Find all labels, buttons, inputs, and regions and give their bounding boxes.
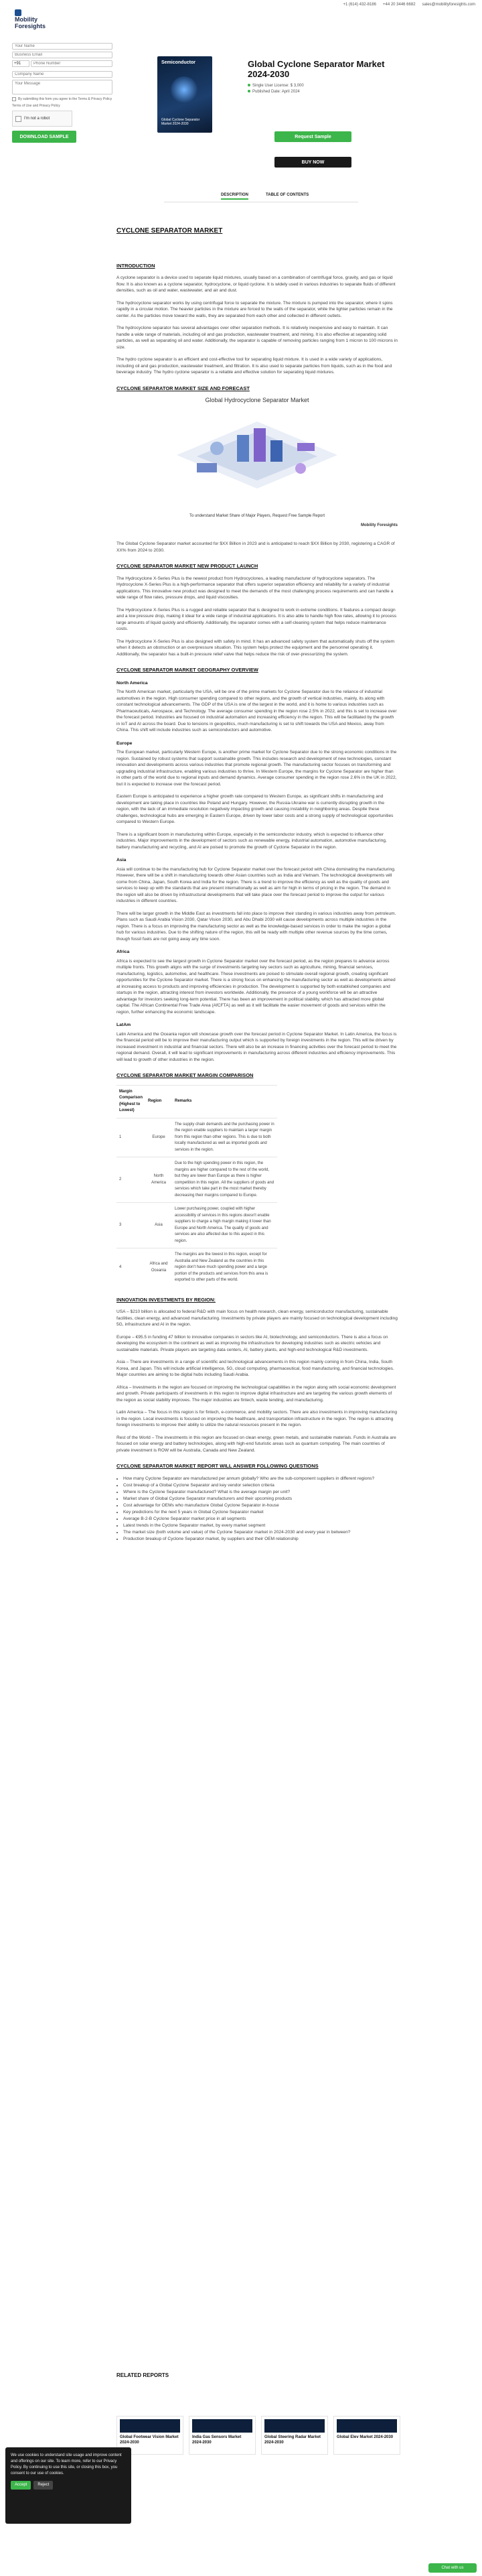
report-cover-image <box>157 56 212 133</box>
product-meta <box>248 83 388 95</box>
table-row <box>116 1203 277 1248</box>
main-heading: CYCLONE SEPARATOR MARKET <box>116 227 223 235</box>
paragraph: The North American market, particularly the USA, will be one of the prime markets for Cyclone Separator due to the reliance of industrial automotives in the region. High consumer spending compared to other regions, and the growth of vertical industries, mainly, its along with constant technological advancements. The GDP of the USA is one of the largest in the world, and it is home to various industries such as Pharmaceuticals, Aerospace, and Technology. The average consumer spending in the region rose 2.5% in 2022, and this is set to increase over the forecast period. Industries are focused on industrial automation and increasing efficiency in the region. This will be facilitated by the growth in IoT and AI across the board. Due to tensions in geopolitics, much manufacturing is set to shift towards the USA and Mexico, away from China. This shift will include industries such as semiconductors and automotive. <box>116 690 397 732</box>
published-value: April 2024 <box>281 90 300 94</box>
related-title[interactable]: Global Footwear Vision Market 2024-2030 <box>120 2435 179 2445</box>
cover-subtitle: Global Cyclone Separator Market 2024-2030 <box>161 118 200 126</box>
paragraph: Eastern Europe is anticipated to experience a higher growth rate compared to Western Europe, as significant shifts in manufacturing and development are taking place in countries like Poland and Hungary. However, the Russia-Ukraine war is currently disrupting growth in the region, with the lack of an immediate resolution negatively impacting growth and causing instability in neighboring areas. Despite these challenges, technological hubs are emerging in Eastern Europe, driven by lower labor costs and a strong supply of technological opportunities compared to Western Europe. <box>116 794 394 824</box>
cookie-reject-button[interactable]: Reject <box>33 2481 53 2490</box>
list-item: • The market size (both volume and value) of the Cyclone Separator market in 2024-2030 and every year in between? <box>123 1529 398 1535</box>
phone-uk[interactable]: +44 20 3446 6682 <box>382 3 416 7</box>
column-header: Remarks <box>172 1085 277 1118</box>
cookie-accept-button[interactable]: Accept <box>11 2481 31 2490</box>
related-thumbnail <box>120 2419 180 2433</box>
rank-cell: 1 <box>116 1118 145 1157</box>
cookie-text: We use cookies to understand site usage and improve content and offerings on our site. To learn more, refer to our Privacy Policy. By continuing to use this site, or closing this box, you consent to our use of cookies. <box>11 2453 122 2475</box>
chat-button[interactable]: Chat with us <box>428 2563 477 2573</box>
intro-heading: INTRODUCTION <box>116 262 155 269</box>
email-field[interactable] <box>12 52 112 58</box>
infographic-logo: Mobility Foresights <box>360 523 398 527</box>
paragraph: There is a significant boom in manufacturing within Europe, especially in the semiconductor industry, which is expected to influence other industries. Major improvements in the development of sectors such as renewable energy, industrial automation, automotive manufacturing, battery manufacturing and recycling, and AI are poised to promote the growth of Cyclone Separator in the region. <box>116 832 387 850</box>
cookie-buttons <box>11 2481 126 2490</box>
remarks-cell: The margins are the lowest in this region, except for Australia and New Zealand as the countries in this region don't have much spending power and a large portion of the products and services from this area is exported to other parts of the world. <box>172 1248 277 1287</box>
region-cell: Europe <box>145 1118 172 1157</box>
remarks-cell: The supply chain demands and the purchasing power in the region enable suppliers to maintain a larger margin from this region than other regions. This is due to both locally manufactured as well as imported goods and services in the region. <box>172 1118 277 1157</box>
list-item: • Cost breakup of a Global Cyclone Separator and key vendor selection criteria <box>123 1482 398 1488</box>
infographic-illustration <box>116 408 398 509</box>
consent-checkbox[interactable] <box>12 97 16 101</box>
cover-title: Semiconductor <box>161 60 195 65</box>
table-row <box>116 1118 277 1157</box>
bullet-icon <box>248 84 250 86</box>
related-reports <box>116 2416 411 2455</box>
list-item: • Market share of Global Cyclone Separator manufacturers and their upcoming products <box>123 1496 398 1502</box>
report-description <box>116 228 398 1543</box>
infographic-caption[interactable]: To understand Market Share of Major Players, Request Free Sample Report <box>189 514 325 518</box>
logo-line1: Mobility <box>15 16 37 23</box>
report-tabs <box>221 193 309 200</box>
margin-table <box>116 1085 277 1287</box>
list-item: • Key predictions for the next 5 years in Global Cyclone Separator market <box>123 1509 398 1515</box>
download-sample-button[interactable]: DOWNLOAD SAMPLE <box>12 131 76 143</box>
country-code-select[interactable]: +91 <box>12 60 29 67</box>
site-logo[interactable] <box>15 9 55 29</box>
paragraph: The Hydrocyclone X-Series Plus is the newest product from Hydrocyclones, a leading manufacturer of hydrocyclone separators. The Hydrocyclone X-Series Plus is a high-performance separator that offers superior separation efficiency and reliability for a variety of industrial applications. This innovative new product was designed to meet the demands of the most challenging process requirements and can handle a wide range of flow rates, pressure drops, and liquid viscosities. <box>116 576 394 600</box>
consent-text: By submitting this form you agree to the Terms & Privacy Policy <box>18 97 112 101</box>
infographic-title: Global Hydrocyclone Separator Market <box>205 397 309 403</box>
terms-link[interactable]: Terms of Use and Privacy Policy <box>12 104 60 108</box>
paragraph: Africa is expected to see the largest growth in Cyclone Separator market over the forecast period, as the region prepares to advance across multiple fronts. This growth aligns with the surge of investments targeting key sectors such as agriculture, mining, financial services, manufacturing, logistics, automotive, and healthcare. These investments are poised to stimulate overall regional growth, creating significant opportunities for the Cyclone Separator market. There is a strong focus on enhancing the manufacturing sector as well as developments aimed at increasing access to products and improving efficiencies in production. The development is supported by both established companies and startups in the region, attracting interest from investors worldwide. Additionally, the presence of a young workforce will be an attractive advantage for investors seeking long-term potential. There has been an improvement in political stability, which has attracted more global capital. The African Continental Free Trade Area (AfCFTA) as well as it will facilitate the easier movement of goods and services within the region, further enhancing the economic landscape. <box>116 958 396 1015</box>
related-thumbnail <box>337 2419 397 2433</box>
list-item: • How many Cyclone Separator are manufactured per annum globally? Who are the sub-component suppliers in different regions? <box>123 1476 398 1482</box>
email-link[interactable]: sales@mobilityforesights.com <box>422 3 475 7</box>
rank-cell: 4 <box>116 1248 145 1287</box>
column-header: Region <box>145 1085 172 1118</box>
paragraph: USA – $210 billion is allocated to federal R&D with main focus on health research, clean energy, semiconductor manufacturing, sustainable facilities, clean energy, and advanced manufacturing. Investments by private players are mainly focused on technological development including 5G, infrastructure and AI in the region. <box>116 1309 398 1327</box>
buy-now-button[interactable]: BUY NOW <box>274 157 351 168</box>
paragraph: The Hydrocyclone X-Series Plus is also designed with safety in mind. It has an advanced safety system that automatically shuts off the system when it detects an obstruction or an overpressure situation. This system helps protect the equipment and the personnel operating it. Additionally, the separator has a built-in pressure relief valve that helps reduce the risk of over-pressurizing the system. <box>116 639 395 657</box>
logo-line2: Foresights <box>15 23 46 29</box>
paragraph: Africa – Investments in the region are focused on improving the technological capabilities in the region along with social economic development and growth. Private participants of investments in this region to improve digital infrastructure and are targeting the various growth elements of the region as social stability improves. The major industries are fintech, waste tending, and manufacturing. <box>116 1384 396 1403</box>
name-field[interactable] <box>12 43 112 50</box>
investment-heading: INNOVATION INVESTMENTS BY REGION: <box>116 1296 216 1303</box>
paragraph: Europe – €95.5 in funding 47 billion to innovative companies in sectors like AI, biotechnology, and semiconductors. There is also a focus on developing the ecosystem in the continent as well as improving the infrastructure for developing industries such as electric vehicles and sustainable materials. Private players are targeting data centers, AI, battery plants, and high-end technological R&D investments. <box>116 1334 388 1352</box>
list-item: • Where is the Cyclone Separator manufactured? What is the average margin per unit? <box>123 1489 398 1495</box>
paragraph: Latin America and the Oceania region will showcase growth over the forecast period in Cyclone Separator Market. In Latin America, the focus is the financial period will be to improve their manufacturing output which is supported by foreign investments in the region. This will be driven by increased investment in industrial and financial sectors. There will also be an increase in financing activities over the forecast period to meet the regional demand. Overall, it will lead to significant improvements in manufacturing across different industries and efficiency improvements. This will lead to growth of other industries in the region. <box>116 1031 397 1062</box>
captcha[interactable] <box>12 111 72 127</box>
rank-cell: 3 <box>116 1203 145 1248</box>
paragraph: The hydrocyclone separator works by using centrifugal force to separate the mixture. The mixture is pumped into the separator, where it spins rapidly in a circular motion. The heavier particles in the mixture are forced to the walls of the separator, while the lighter particles remain in the center. As the particles move toward the walls, they are separated from each other and collected in different outlets. <box>116 300 393 318</box>
list-item: • Production breakup of Cyclone Separator market, by suppliers and their OEM relationship <box>123 1536 398 1542</box>
top-contact-bar <box>201 3 475 7</box>
related-title[interactable]: Global Elev Market 2024-2030 <box>337 2435 394 2439</box>
message-field[interactable] <box>12 80 112 94</box>
column-header: Margin Comparison (Highest to Lowest) <box>116 1085 145 1118</box>
product-title: Global Cyclone Separator Market 2024-2030 <box>248 59 385 79</box>
published-label: Published Date: <box>252 90 281 94</box>
list-item: • Latest trends in the Cyclone Separator market, by every market segment <box>123 1523 398 1529</box>
cookie-banner <box>5 2447 131 2524</box>
table-header-row <box>116 1085 277 1118</box>
cover-graphic <box>171 76 197 103</box>
size-heading: CYCLONE SEPARATOR MARKET SIZE AND FORECAST <box>116 385 250 391</box>
related-card[interactable] <box>333 2416 400 2455</box>
phone-row <box>12 60 112 69</box>
price-value: $ 3,000 <box>290 84 304 88</box>
related-card[interactable] <box>189 2416 256 2455</box>
region-cell: Asia <box>145 1203 172 1248</box>
region-heading: Asia <box>116 858 127 862</box>
company-field[interactable] <box>12 71 112 78</box>
related-thumbnail <box>264 2419 325 2433</box>
region-heading: LatAm <box>116 1023 131 1027</box>
launch-heading: CYCLONE SEPARATOR MARKET NEW PRODUCT LAUNCH <box>116 563 258 569</box>
paragraph: The hydrocyclone separator has several advantages over other separation methods. It is relatively inexpensive and easy to maintain. It can handle a wide range of materials, including oil and gas production, wastewater treatment, and mining. It is also effective at separating solid particles, as well as separating oil and water. Additionally, the separator is capable of removing particles ranging from 1 micron to 100 microns in size. <box>116 326 398 350</box>
phone-us[interactable]: +1 (614) 432-8186 <box>343 3 376 7</box>
table-row <box>116 1248 277 1287</box>
phone-field[interactable] <box>31 60 112 67</box>
market-infographic <box>116 397 398 531</box>
region-cell: North America <box>145 1157 172 1203</box>
faq-list <box>116 1476 398 1542</box>
related-thumbnail <box>192 2419 252 2433</box>
remarks-cell: Lower purchasing power, coupled with higher accessibility of services in this regions doesn't enable suppliers to charge a high margin making it lower than Europe and North America. The quality of goods and services are also affected due to this aspect in this region. <box>172 1203 277 1248</box>
paragraph: There will be larger growth in the Middle East as investments fall into place to improve their standing in various industries away from petroleum. Plans such as Saudi Arabia Vision 2030, Qatar Vision 2030, and Abu Dhabi 2030 will cause developments across multiple industries in the region. There is a focus on improving the manufacturing sector as well as the knowledge-based services in order to make the region a global hub for various industries. Due to the shifting nature of the region, this will be ready with multiple other revenue sources by the time comes, though fossil fuels are not going away any time soon. <box>116 911 396 942</box>
request-sample-button[interactable]: Request Sample <box>274 131 351 142</box>
list-item: • Average B-2-B Cyclone Separator market price in all segments <box>123 1516 398 1522</box>
tab-table-of-contents[interactable]: TABLE OF CONTENTS <box>266 193 309 197</box>
captcha-label: I'm not a robot <box>24 117 50 121</box>
paragraph: Rest of the World – The investments in this region are focused on clean energy, green metals, and sustainable materials. Funds in Australia are focused on solar energy and battery technologies, along with high-end futuristic areas such as quantum computing. The main countries of private investment is ROW will be Australia, Canada and New Zealand. <box>116 1435 396 1453</box>
logo-icon <box>15 9 21 16</box>
region-heading: Africa <box>116 950 130 954</box>
paragraph: Latin America – The focus in this region is for fintech, e-commerce, and mobility sectors. There are also investments in improving manufacturing in the region. Local investments is focused on improving the healthcare, and transportation infrastructure in the region. The region is attracting foreign investments to improve their ability to utilize the natural resources present in the region. <box>116 1410 398 1427</box>
related-title[interactable]: Global Steering Radar Market 2024-2030 <box>264 2435 321 2445</box>
region-heading: Europe <box>116 740 133 746</box>
rank-cell: 2 <box>116 1157 145 1203</box>
table-row <box>116 1157 277 1203</box>
paragraph: Asia – There are investments in a range of scientific and technological advancements in this region mainly coming in from China, India, South Korea, and Japan. This will include artificial intelligence, 5G, cloud computing, pharmaceutical, food manufacturing, and financial technologies. Major countries are aiming to be digital hubs including Saudi Arabia. <box>116 1360 394 1377</box>
bullet-icon <box>248 90 250 92</box>
paragraph: The Hydrocyclone X-Series Plus is a rugged and reliable separator that is designed to work in extreme conditions. It features a compact design and a low pressure drop, making it ideal for a wide range of industrial applications. It is also able to handle high flow rates, allowing it to process large amounts of liquid quickly and efficiently. Additionally, the separator comes with a self-cleaning system that helps reduce maintenance costs. <box>116 607 397 631</box>
tab-description[interactable]: DESCRIPTION <box>221 193 248 200</box>
paragraph: Asia will continue to be the manufacturing hub for Cyclone Separator market over the forecast period with China dominating the manufacturing. However, there will be a shift in manufacturing towards other Asian countries such as India and Vietnam. The technological developments will come from China, Japan, South Korea and India for the region. There is a trend to improve the efficiency as well as the quality of goods and services to keep up with the standards that are present internationally as well as aim for high in terms of pricing in the region. The demand in the region will also be driven by infrastructural developments that will take place over the forecast period to improve the output for various industries in different countries. <box>116 866 396 903</box>
geography-heading: CYCLONE SEPARATOR MARKET GEOGRAPHY OVERVIEW <box>116 667 258 673</box>
margin-heading: CYCLONE SEPARATOR MARKET MARGIN COMPARISON <box>116 1072 254 1078</box>
related-reports-heading: RELATED REPORTS <box>116 2372 169 2378</box>
region-cell: Africa and Oceania <box>145 1248 172 1287</box>
remarks-cell: Due to the high spending power in this region, the margins are higher compared to the rest of the world, but they are lower than Europe as there is higher competition in this region. All the suppliers of goods and services which take part in the most market thereby decreasing their margins compared to Europe. <box>172 1157 277 1203</box>
region-heading: North America <box>116 680 148 686</box>
paragraph: The European market, particularly Western Europe, is another prime market for Cyclone Separator due to the strong economic conditions in the region. Sustained by robust systems that support sustainable growth. This includes research and development of new technologies, constant innovation and developments across various industries that promote regional growth. The manufacturing sector focuses on transforming and upgrading industrial infrastructure, enabling various industries to thrive. In Western Europe, the margins for Cyclone Separator are higher than in other parts of the world due to regional inputs and demand dynamics. Average consumer spending in the region rose 2.6% in the UK in 2022, but it is expected to increase over the forecast period. <box>116 750 397 787</box>
price-label: Single User License: <box>252 84 290 88</box>
paragraph: The Global Cyclone Separator market accounted for $XX Billion in 2023 and is anticipated to reach $XX Billion by 2030, registering a CAGR of XX% from 2024 to 2030. <box>116 541 395 553</box>
faq-heading: CYCLONE SEPARATOR MARKET REPORT WILL ANSWER FOLLOWING QUESTIONS <box>116 1463 319 1469</box>
related-title[interactable]: India Gas Sensors Market 2024-2030 <box>192 2435 242 2445</box>
captcha-checkbox[interactable] <box>15 116 21 122</box>
sample-request-form <box>12 43 112 143</box>
paragraph: The hydro cyclone separator is an efficient and cost-effective tool for separating liquid mixture. It is used in a wide variety of applications, including oil and gas production, wastewater treatment, and filtration. It is also used to separate particles from liquids, such as in the food and beverage industry. The hydro cyclone separator is a reliable and effective solution for separating liquid mixtures. <box>116 357 392 375</box>
paragraph: A cyclone separator is a device used to separate liquid mixtures, usually based on a combination of centrifugal force, gravity, and gas or liquid flow. It is also known as a cyclone separator, hydrocyclone, or liquid cyclone. It is widely used in various industries to separate fluids of different densities, such as oil and water, wastewater, and air and dust. <box>116 275 396 293</box>
related-card[interactable] <box>261 2416 328 2455</box>
list-item: • Cost advantage for OEMs who manufacture Global Cyclone Separator in-house <box>123 1502 398 1508</box>
consent-row[interactable] <box>12 97 112 101</box>
